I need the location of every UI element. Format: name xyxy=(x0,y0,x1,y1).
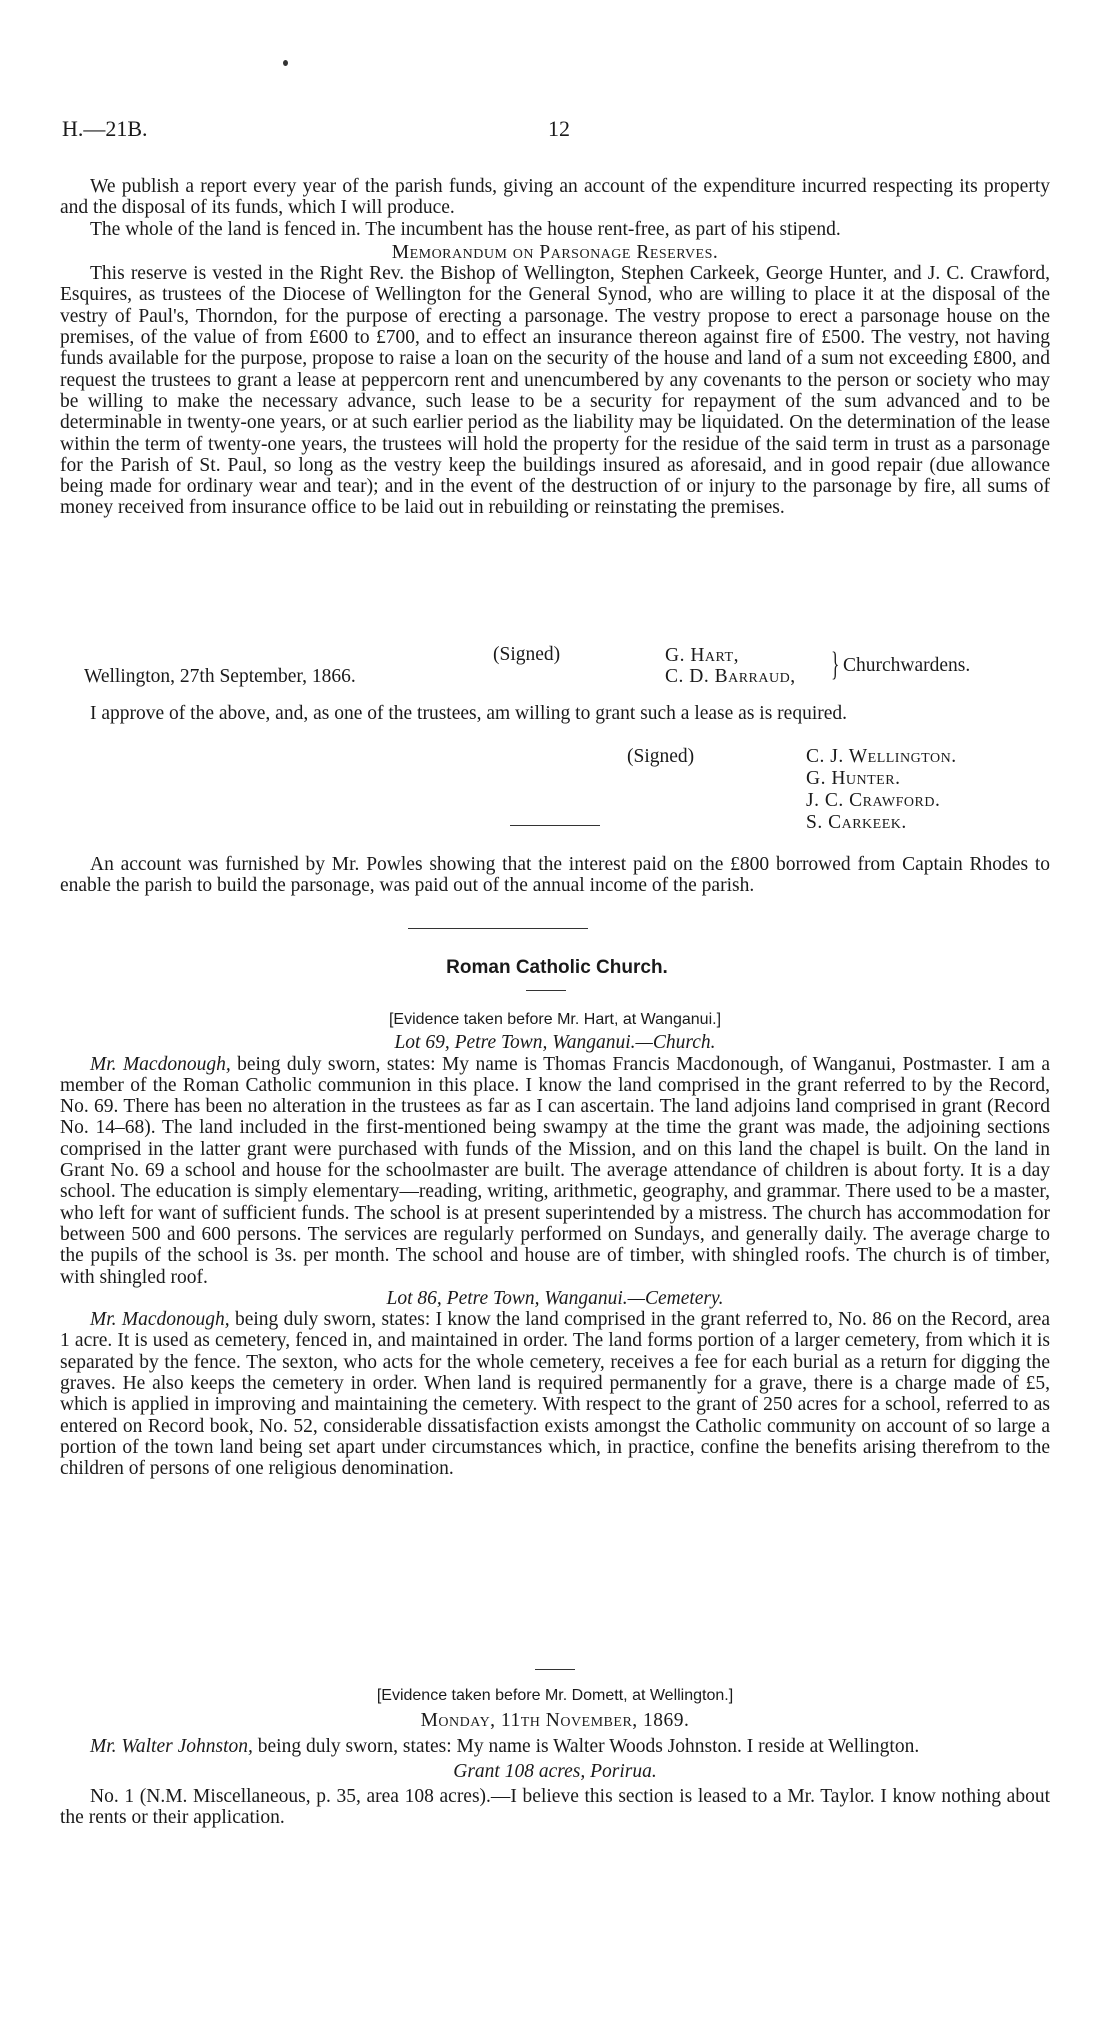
brace: } xyxy=(831,646,840,683)
lot69-testimony: being duly sworn, states: My name is Thomas Francis Macdonough, of Wanganui, Postmaster. I am a member of the Roman Catholic communion in this place. I know the land comprised in the grant referred to by the Record, No. 69. There has been no alteration in the trustees as far as I can ascertain. The land adjoins land comprised in grant (Record No. 14–68). The land included in the first-mentioned being swampy at the time the grant was made, the adjoining sections comprised in the latter grant were purchased with funds of the Mission, and on this land the chapel is built. On the land in Grant No. 69 a school and house for the schoolmaster are built. The average attendance of children is about forty. It is a day school. The education is simply elementary—reading, writing, arithmetic, geography, and grammar. There used to be a master, who left for want of sufficient funds. The school is at present superintended by a mistress. The church has accommodation for between 500 and 600 persons. The services are regularly performed on Sundays, and generally daily. The average charge to the pupils of the school is 3s. per month. The school and house are of timber, with shingled roofs. The church is of timber, with shingled roof. xyxy=(60,1053,1050,1288)
date-line: Monday, 11th November, 1869. xyxy=(420,1710,690,1732)
evidence-note-domett: [Evidence taken before Mr. Domett, at Wellington.] xyxy=(376,1687,734,1704)
rc-heading: Roman Catholic Church. xyxy=(446,957,668,978)
trustee-name: G. Hunter. xyxy=(806,768,901,789)
memo-signed-label: (Signed) xyxy=(493,644,561,665)
grant-heading: Grant 108 acres, Porirua. xyxy=(453,1760,657,1782)
trustee-name: J. C. Crawford. xyxy=(806,790,941,811)
roman-catholic-section xyxy=(60,1009,1050,1480)
approval-paragraph: I approve of the above, and, as one of the trustees, am willing to grant such a lease as is required. xyxy=(90,703,848,724)
paragraph-land-fenced: The whole of the land is fenced in. The incumbent has the house rent-free, as part of his stipend. xyxy=(90,218,841,240)
witness-name: Mr. Macdonough, xyxy=(90,1309,230,1331)
memo-heading: Memorandum on Parsonage Reserves. xyxy=(391,241,719,263)
memo-body: This reserve is vested in the Right Rev. the Bishop of Wellington, Stephen Carkeek, George Hunter, and J. C. Crawford, Esquires, as trustees of the Diocese of Wellington for the General Synod, who are willing to place it at the disposal of the vestry of Paul's, Thorndon, for the purpose of erecting a parsonage. The vestry propose to erect a parsonage house on the premises, of the value of from £600 to £700, and to effect an insurance thereon against fire of £500. The vestry, not having funds available for the purpose, propose to raise a loan on the security of the house and land of a sum not exceeding £800, and request the trustees to grant a lease at peppercorn rent and unencumbered by any covenants to the person or society who may be willing to make the necessary advance, such lease to be a security for repayment of the sum advanced and to be determinable in twenty-one years, or at such earlier period as the liability may be liquidated. On the determination of the lease within the term of twenty-one years, the trustees will hold the property for the residue of the said term in trust as a parsonage for the Parish of St. Paul, so long as the vestry keep the buildings insured as aforesaid, and in good repair (due allowance being made for ordinary wear and tear); and in the event of the destruction of or injury to the parsonage by fire, all sums of money received from insurance office to be laid out in rebuilding or reinstating the premises. xyxy=(60,263,1050,519)
witness-name: Mr. Macdonough, xyxy=(90,1053,231,1075)
grant-paragraph: No. 1 (N.M. Miscellaneous, p. 35, area 108 acres).—I believe this section is leased to a Mr. Taylor. I know nothing about the rents or their application. xyxy=(60,1786,1050,1829)
churchwarden-name-2: C. D. Barraud, xyxy=(665,666,796,687)
lot86-testimony: being duly sworn, states: I know the land comprised in the grant referred to, No. 86 on the Record, area 1 acre. It is used as cemetery, fenced in, and maintained in order. The land forms portion of a larger cemetery, from which it is separated by the fence. The sexton, who acts for the whole cemetery, receives a fee for each burial as a return for digging the graves. He also keeps the cemetery in order. When land is required permanently for a grave, there is a charge made of £5, which is applied in improving and maintaining the cemetery. With respect to the grant of 250 acres for a school, referred to as entered on Record book, No. 52, considerable dissatisfaction exists amongst the Catholic community on account of so large a portion of the town land being set apart under circumstances which, in practice, confine the benefits arising therefrom to the children of persons of one religious denomination. xyxy=(60,1309,1050,1480)
ink-speck xyxy=(283,60,288,66)
memo-place-date: Wellington, 27th September, 1866. xyxy=(84,666,356,687)
trustee-name: S. Carkeek. xyxy=(806,812,907,833)
churchwarden-name-1: G. Hart, xyxy=(665,645,739,666)
document-reference: H.—21B. xyxy=(62,116,148,141)
parsonage-section xyxy=(60,176,1050,519)
lot86-heading: Lot 86, Petre Town, Wanganui.—Cemetery. xyxy=(386,1287,724,1309)
account-paragraph: An account was furnished by Mr. Powles showing that the interest paid on the £800 borrowed from Captain Rhodes to enable the parish to build the parsonage, was paid out of the annual income of the parish. xyxy=(60,854,1050,897)
trustee-name: C. J. Wellington. xyxy=(806,746,957,767)
wellington-section xyxy=(60,1685,1050,1829)
johnston-testimony: being duly sworn, states: My name is Walter Woods Johnston. I reside at Wellington. xyxy=(252,1735,920,1757)
churchwardens-role: Churchwardens. xyxy=(843,655,971,676)
section-divider xyxy=(408,928,588,929)
lot69-heading: Lot 69, Petre Town, Wanganui.—Church. xyxy=(394,1032,716,1054)
short-rule xyxy=(535,1669,575,1670)
witness-name: Mr. Walter Johnston, xyxy=(90,1735,253,1757)
evidence-note-hart: [Evidence taken before Mr. Hart, at Wanganui.] xyxy=(388,1011,722,1028)
paragraph-parish-funds: We publish a report every year of the parish funds, giving an account of the expenditure incurred respecting its property and the disposal of its funds, which I will produce. xyxy=(60,176,1050,219)
account-section xyxy=(60,854,1050,897)
heading-rule xyxy=(526,990,566,991)
approval-section xyxy=(60,703,1050,724)
short-divider xyxy=(510,825,600,826)
johnston-paragraph xyxy=(60,1736,1050,1757)
page-number: 12 xyxy=(548,116,570,141)
lot86-paragraph xyxy=(60,1309,1050,1479)
lot69-paragraph xyxy=(60,1054,1050,1288)
trustees-signed-label: (Signed) xyxy=(627,746,695,767)
